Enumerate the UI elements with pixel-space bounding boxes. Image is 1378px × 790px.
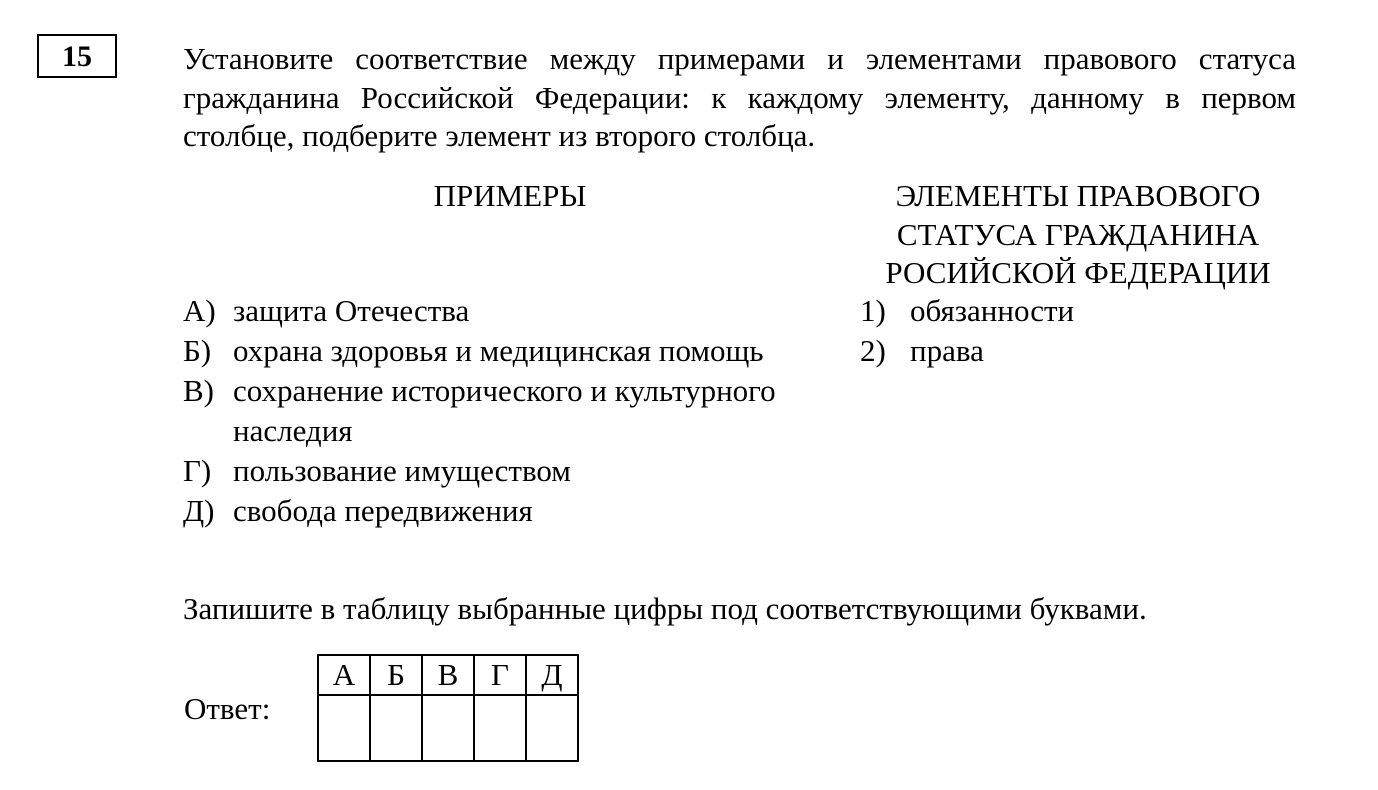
elements-column-header xyxy=(848,177,1308,293)
answer-table xyxy=(317,654,579,762)
example-item xyxy=(183,491,843,531)
element-marker: 1) xyxy=(860,293,886,328)
example-marker: Б) xyxy=(183,333,212,368)
example-text: пользование имуществом xyxy=(233,453,571,488)
example-item xyxy=(183,291,843,331)
task-number: 15 xyxy=(62,40,92,73)
element-text: обязанности xyxy=(910,293,1075,328)
element-text: права xyxy=(910,333,984,368)
answer-cell[interactable] xyxy=(526,695,578,761)
answer-label: Ответ: xyxy=(184,691,271,726)
elements-list xyxy=(860,291,1300,371)
element-marker: 2) xyxy=(860,333,886,368)
answer-letter: Б xyxy=(370,655,422,695)
example-text: защита Отечества xyxy=(233,293,470,328)
elements-header-line: ЭЛЕМЕНТЫ ПРАВОВОГО xyxy=(895,178,1261,213)
example-text: охрана здоровья и медицинская помощь xyxy=(233,333,764,368)
elements-header-line: СТАТУСА ГРАЖДАНИНА xyxy=(896,216,1260,252)
example-item xyxy=(183,371,843,451)
answer-cell[interactable] xyxy=(370,695,422,761)
answer-cell[interactable] xyxy=(422,695,474,761)
task-instruction: Установите соответствие между примерами и элементами правового статуса гражданина Российской Федерации: к каждому элементу, данному в первом столбце, подберите элемент из второго столбца. xyxy=(183,41,1296,153)
example-text: сохранение исторического и культурного наследия xyxy=(233,373,776,448)
example-item xyxy=(183,451,843,491)
examples-list xyxy=(183,291,843,531)
answer-values-row xyxy=(318,695,578,761)
example-marker: А) xyxy=(183,293,216,328)
element-item xyxy=(860,331,1300,371)
answer-letter: А xyxy=(318,655,370,695)
example-marker: В) xyxy=(183,373,214,408)
examples-column-header: ПРИМЕРЫ xyxy=(433,178,587,213)
example-marker: Д) xyxy=(183,493,215,528)
example-item xyxy=(183,331,843,371)
answer-cell[interactable] xyxy=(318,695,370,761)
element-item xyxy=(860,291,1300,331)
write-instruction: Запишите в таблицу выбранные цифры под соответствующими буквами. xyxy=(183,591,1147,626)
elements-header-line: РОСИЙСКОЙ ФЕДЕРАЦИИ xyxy=(885,255,1271,290)
answer-letter: Д xyxy=(526,655,578,695)
answer-cell[interactable] xyxy=(474,695,526,761)
task-number-box xyxy=(37,34,117,78)
example-marker: Г) xyxy=(183,453,212,488)
example-text: свобода передвижения xyxy=(233,493,533,528)
answer-letter: В xyxy=(422,655,474,695)
answer-letter: Г xyxy=(474,655,526,695)
answer-letters-row xyxy=(318,655,578,695)
